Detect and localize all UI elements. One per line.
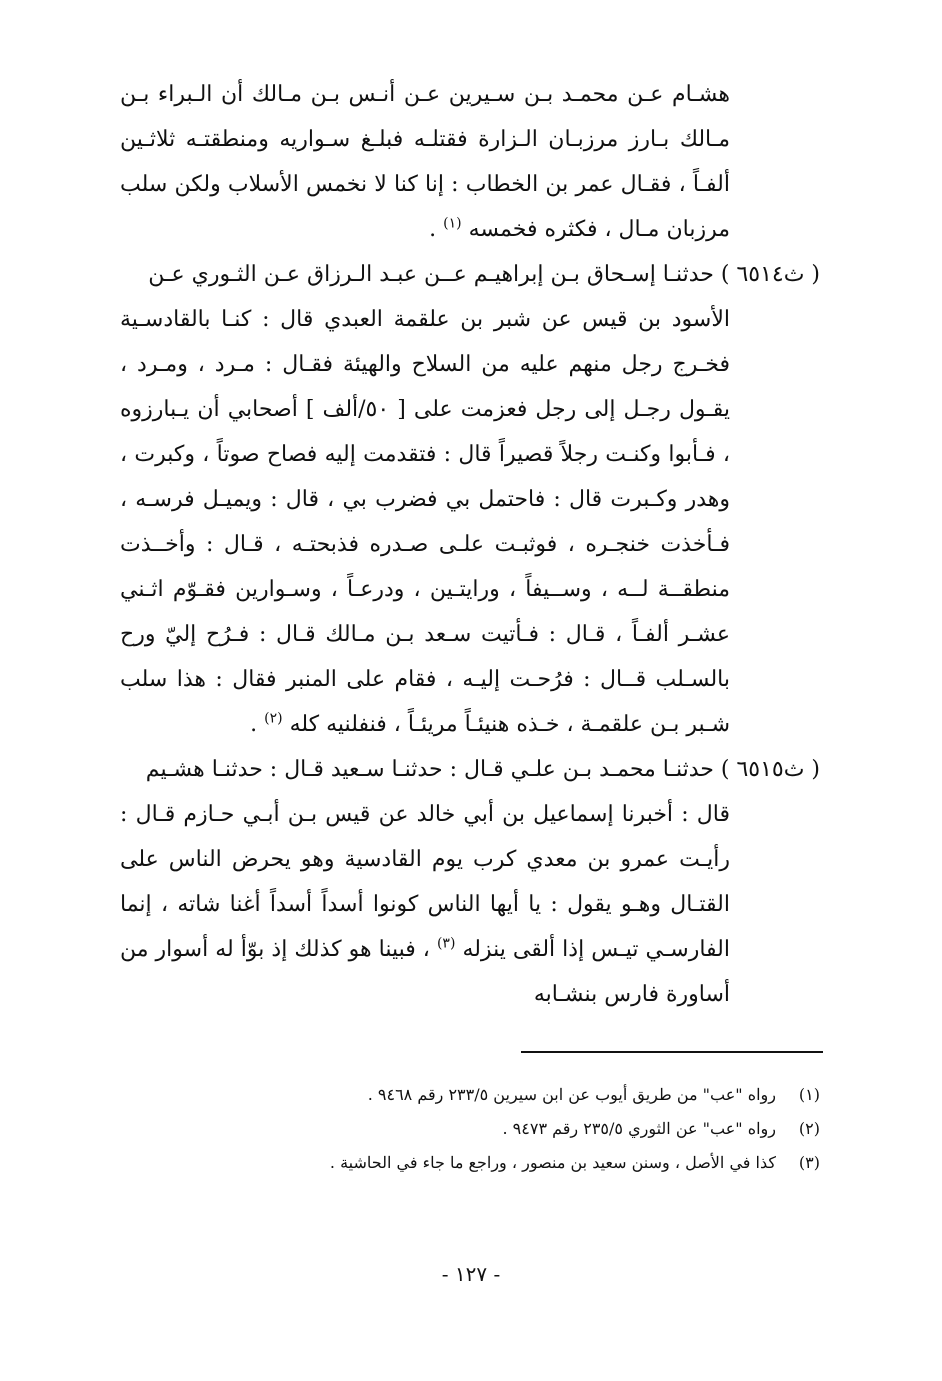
paragraph-text: الأسود بن قيس عن شبر بن علقمة العبدي قال : كنـا بالقادسـية فخـرج رجل منهم عليه من السلاح والهيئة فقـال : مـرد ، ومـرد ، يقـول رجـل إلى رجل فعزمت على [ ٥٠/ألف ] أصحابي أن يـبارزوه ، فـأبوا وكنـت رجلاً قصيراً قال : فتقدمت إليه فصاح صوتاً ، وكبرت ، وهدر وكـبرت قال : فاحتمل بي فضرب بي ، قال : ويميـل فرسـه ، فـأخذت خنجـره ، فوثبـت علـى صـدره فذبحتـه ، قـال : وأخــذت منطقــة لــه ، وســيفاً ، ورايتـين ، ودرعـاً ، وسـوارين فقـوّم اثـني عشـر ألفـاً ، قـال : فـأتيت سـعد بـن مـالك قـال : فـرُح إليّ ورح بالسـلب قــال : فرُحـت إليـه ، فقام على المنبر فقال : هذا سلب شـبر بـن علقمـة ، خـذه هنيئـاً مريئـاً ، فنفلنيه كله <box>120 307 730 737</box>
paragraph-text: قال : أخبرنا إسماعيل بن أبي خالد عن قيس بـن أبـي حـازم قـال : رأيـت عمرو بن معدي كرب يوم القادسية وهو يحرض الناس على القتـال وهـو يقول : يا أيها الناس كونوا أسداً أسداً أغنا شاته ، إنما الفارسـي تيـس إذا ألقى ينزله <box>120 802 731 962</box>
footnote-item <box>120 1112 820 1146</box>
paragraph-body <box>120 297 820 747</box>
paragraph-2 <box>120 252 820 747</box>
paragraph-1 <box>120 72 820 252</box>
paragraph-lead: حدثنـا محمـد بـن علـي قـال : حدثنـا سـعيد قـال : حدثنـا هشـيم <box>145 757 721 782</box>
footnote-ref-2[interactable]: (٢) <box>264 710 283 727</box>
report-number: ( ث٦٥١٤ ) <box>720 262 820 287</box>
page-number: - ١٢٧ - <box>441 1262 501 1286</box>
footnote-item <box>120 1146 820 1180</box>
footnotes <box>120 1078 820 1180</box>
paragraph-first-line <box>120 252 820 297</box>
footnote-number: (٢) <box>798 1119 820 1138</box>
footnote-text: كذا في الأصل ، وسنن سعيد بن منصور ، وراجع ما جاء في الحاشية . <box>329 1153 776 1172</box>
paragraph-lead: حدثنـا إسـحاق بـن إبراهيـم عــن عبـد الـرزاق عـن الثـوري عـن <box>148 262 721 287</box>
footnote-text: رواه "عب" عن الثوري ٢٣٥/٥ رقم ٩٤٧٣ . <box>502 1119 776 1138</box>
footnote-ref-1[interactable]: (١) <box>443 215 462 232</box>
main-text <box>120 72 820 1017</box>
paragraph-first-line <box>120 747 820 792</box>
footnote-item <box>120 1078 820 1112</box>
paragraph-tail: ، فبينا هو كذلك إذ بوّأ له أسوار من أساورة فارس بنشـابه <box>120 937 730 1007</box>
footnote-text: رواه "عب" من طريق أيوب عن ابن سيرين ٢٣٣/٥ رقم ٩٤٦٨ . <box>367 1085 776 1104</box>
paragraph-tail: . <box>429 217 444 242</box>
footnote-number: (٣) <box>798 1153 820 1172</box>
footnote-divider <box>521 1051 823 1053</box>
paragraph-3 <box>120 747 820 1017</box>
paragraph-text: هشـام عـن محمـد بـن سـيرين عـن أنـس بـن مـالك أن الـبراء بـن مـالك بـارز مرزبـان الـزارة فقتلـه فبلـغ سـواريه ومنطقتـه ثلاثـين ألفـاً ، فقـال عمر بن الخطاب : إنا كنا لا نخمس الأسلاب ولكن سلب مرزبان مـال ، فكثره فخمسه <box>120 82 730 242</box>
report-number: ( ث٦٥١٥ ) <box>720 757 820 782</box>
footnote-ref-3[interactable]: (٣) <box>436 935 456 952</box>
paragraph-tail: . <box>250 712 265 737</box>
footnote-number: (١) <box>798 1085 820 1104</box>
paragraph-body <box>120 792 820 1017</box>
